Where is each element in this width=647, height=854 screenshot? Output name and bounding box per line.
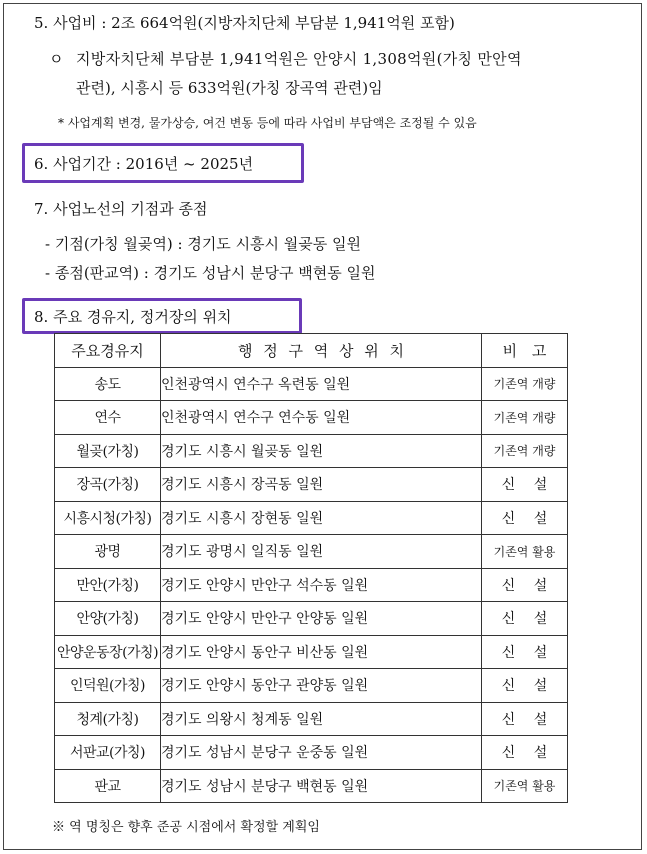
station-note: 신 설 [482,669,568,703]
station-name: 안양운동장(가칭) [55,635,161,669]
station-location: 인천광역시 연수구 연수동 일원 [161,401,482,435]
station-note: 기존역 활용 [482,769,568,803]
station-location: 경기도 안양시 만안구 안양동 일원 [161,602,482,636]
stations-table [54,333,568,803]
table-row [55,468,568,502]
station-location: 경기도 성남시 분당구 백현동 일원 [161,769,482,803]
period-heading: 6. 사업기간 : 2016년 ~ 2025년 [34,155,254,173]
table-row [55,736,568,770]
station-note: 신 설 [482,635,568,669]
table-row [55,568,568,602]
station-location: 경기도 시흥시 장현동 일원 [161,501,482,535]
station-location: 경기도 안양시 만안구 석수동 일원 [161,568,482,602]
cost-bullet-line2: 관련), 시흥시 등 633억원(가칭 장곡역 관련)임 [76,79,383,97]
station-note: 기존역 개량 [482,434,568,468]
station-location: 경기도 광명시 일직동 일원 [161,535,482,569]
station-location: 인천광역시 연수구 옥련동 일원 [161,367,482,401]
stations-heading: 8. 주요 경유지, 정거장의 위치 [34,308,232,326]
station-name: 서판교(가칭) [55,736,161,770]
station-location: 경기도 시흥시 장곡동 일원 [161,468,482,502]
station-note: 기존역 활용 [482,535,568,569]
station-name: 판교 [55,769,161,803]
table-row [55,602,568,636]
table-row [55,635,568,669]
table-row [55,434,568,468]
station-location: 경기도 안양시 동안구 관양동 일원 [161,669,482,703]
table-row [55,769,568,803]
station-location: 경기도 안양시 동안구 비산동 일원 [161,635,482,669]
table-header-row [55,334,568,368]
stations-footnote: ※ 역 명칭은 향후 준공 시점에서 확정할 계획임 [52,820,320,835]
station-name: 연수 [55,401,161,435]
station-location: 경기도 의왕시 청계동 일원 [161,702,482,736]
col-header-name: 주요경유지 [55,334,161,368]
route-heading: 7. 사업노선의 기점과 종점 [34,200,208,218]
route-start: - 기점(가칭 월곶역) : 경기도 시흥시 월곶동 일원 [45,235,362,253]
station-name: 광명 [55,535,161,569]
station-location: 경기도 성남시 분당구 운중동 일원 [161,736,482,770]
route-end: - 종점(판교역) : 경기도 성남시 분당구 백현동 일원 [45,264,376,282]
cost-heading: 5. 사업비 : 2조 664억원(지방자치단체 부담분 1,941억원 포함) [34,14,455,32]
cost-bullet-line1: 지방자치단체 부담분 1,941억원은 안양시 1,308억원(가칭 만안역 [76,50,522,68]
col-header-location: 행 정 구 역 상 위 치 [161,334,482,368]
col-header-note: 비 고 [482,334,568,368]
station-name: 시흥시청(가칭) [55,501,161,535]
station-name: 안양(가칭) [55,602,161,636]
station-note: 신 설 [482,736,568,770]
station-note: 기존역 개량 [482,401,568,435]
station-note: 신 설 [482,602,568,636]
table-row [55,702,568,736]
station-name: 송도 [55,367,161,401]
table-row [55,535,568,569]
table-row [55,669,568,703]
station-location: 경기도 시흥시 월곶동 일원 [161,434,482,468]
table-row [55,367,568,401]
station-name: 만안(가칭) [55,568,161,602]
station-note: 신 설 [482,702,568,736]
station-note: 기존역 개량 [482,367,568,401]
station-name: 장곡(가칭) [55,468,161,502]
station-note: 신 설 [482,468,568,502]
station-name: 월곶(가칭) [55,434,161,468]
station-name: 인덕원(가칭) [55,669,161,703]
station-note: 신 설 [482,501,568,535]
station-name: 청계(가칭) [55,702,161,736]
bullet-mark-icon: ㅇ [49,50,64,68]
table-row [55,501,568,535]
cost-note: * 사업계획 변경, 물가상승, 여건 변동 등에 따라 사업비 부담액은 조정될 수 있음 [58,116,477,130]
table-row [55,401,568,435]
station-note: 신 설 [482,568,568,602]
